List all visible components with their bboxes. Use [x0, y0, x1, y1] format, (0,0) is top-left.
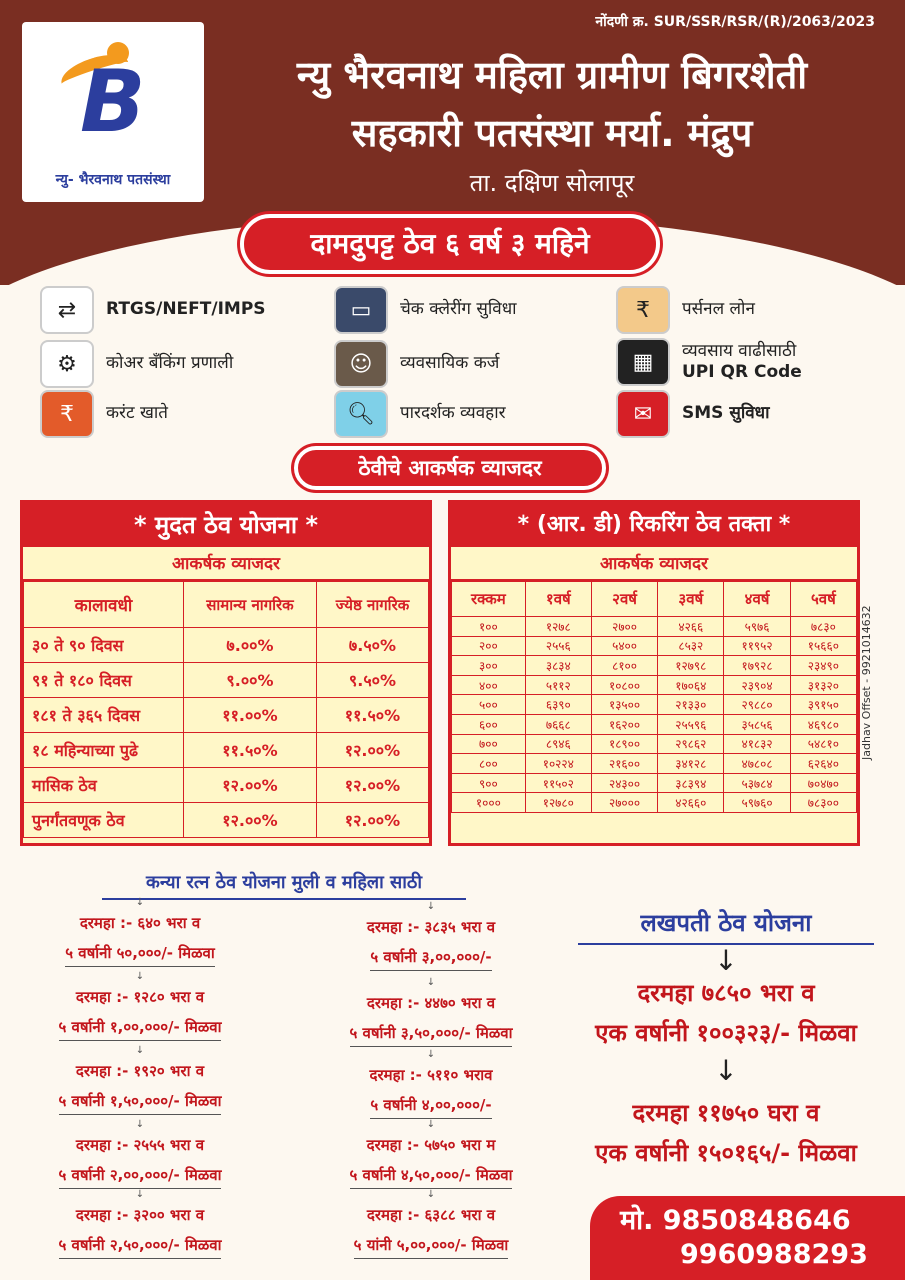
phone-number-1[interactable]: मो. 9850848646	[620, 1205, 851, 1236]
cheque-icon: ▭	[334, 286, 388, 334]
registration-number: नोंदणी क्र. SUR/SSR/RSR/(R)/2063/2023	[595, 14, 875, 30]
qr-code-icon: ▦	[616, 338, 670, 386]
current-account-icon: ₹	[40, 390, 94, 438]
core-banking-icon: ⚙	[40, 340, 94, 388]
down-arrow-icon: ↓	[714, 944, 738, 977]
table-row: ७०० ८९४६ १८९०० २९८६२ ४१८३२ ५४८१०	[452, 734, 857, 754]
fixed-deposit-title: * मुदत ठेव योजना *	[23, 503, 429, 547]
kanya-plan-item: ↓ दरमहा :- ४४७० भरा व ५ वर्षानी ३,५०,०००/- मिळवा	[306, 978, 556, 1048]
recurring-deposit-table	[451, 581, 857, 813]
table-header-row	[24, 582, 429, 628]
transfer-icon: ⇄	[40, 286, 94, 334]
column-header: रक्कम	[452, 582, 526, 617]
table-row: २०० २५५६ ५४०० ८५३२ ११९५२ १५६६०	[452, 636, 857, 656]
contact-box	[590, 1196, 905, 1280]
down-arrow-icon: ↓	[135, 1119, 145, 1130]
org-title-line2: सहकारी पतसंस्था मर्या. मंद्रुप	[351, 111, 753, 155]
service-current-account: ₹ करंट खाते	[40, 390, 168, 438]
fixed-deposit-table	[23, 581, 429, 838]
recurring-deposit-panel	[448, 500, 860, 846]
sms-icon: ✉	[616, 390, 670, 438]
table-row: ३०० ३८३४ ८१०० १२७९८ १७९२८ २३४९०	[452, 656, 857, 676]
lakhpati-line3: दरमहा ११७५० घरा व	[632, 1099, 820, 1127]
org-title-line1: न्यु भैरवनाथ महिला ग्रामीण बिगरशेती	[296, 53, 808, 97]
table-row: ९०० ११५०२ २४३०० ३८३९४ ५३७८४ ७०४७०	[452, 773, 857, 793]
logo-letter-icon: B	[80, 52, 146, 152]
upi-label-line1: व्यवसाय वाढीसाठी	[682, 340, 797, 361]
down-arrow-icon: ↓	[426, 977, 436, 988]
kanya-plan-item: ↓ दरमहा :- २५५५ भरा व ५ वर्षानी २,००,०००/- मिळवा	[20, 1120, 260, 1190]
kanya-plan-item: ↓ दरमहा :- ३८३५ भरा व ५ वर्षानी ३,००,०००/-	[306, 902, 556, 972]
org-location: ता. दक्षिण सोलापूर	[469, 169, 635, 197]
magnifier-icon: 🔍︎	[334, 390, 388, 438]
printer-credit: Jadhav Offset - 9921014632	[860, 605, 873, 760]
down-arrow-icon: ↓	[714, 1054, 738, 1087]
lakhpati-line1: दरमहा ७८५० भरा व	[637, 979, 815, 1007]
lakhpati-line2: एक वर्षानी १००३२३/- मिळवा	[595, 1019, 857, 1047]
recurring-deposit-subtitle: आकर्षक व्याजदर	[451, 547, 857, 581]
service-sms: ✉ SMS सुविधा	[616, 390, 770, 438]
down-arrow-icon: ↓	[135, 1189, 145, 1200]
service-core-banking: ⚙ कोअर बँकिंग प्रणाली	[40, 340, 233, 388]
table-row: मासिक ठेव १२.००% १२.००%	[24, 768, 429, 803]
column-header: ज्येष्ठ नागरिक	[316, 582, 428, 628]
table-row: १८१ ते ३६५ दिवस ११.००% ११.५०%	[24, 698, 429, 733]
kanya-plan-item: ↓ दरमहा :- १९२० भरा व ५ वर्षानी १,५०,०००/- मिळवा	[20, 1046, 260, 1116]
column-header: १वर्ष	[525, 582, 591, 617]
logo	[22, 22, 204, 202]
table-row: ४०० ५११२ १०८०० १७०६४ २३९०४ ३१३२०	[452, 675, 857, 695]
service-cheque: ▭ चेक क्लेरींग सुविधा	[334, 286, 517, 334]
down-arrow-icon: ↓	[135, 1045, 145, 1056]
fixed-deposit-panel	[20, 500, 432, 846]
column-header: २वर्ष	[591, 582, 657, 617]
kanya-plan-item: ↓ दरमहा :- १२८० भरा व ५ वर्षानी १,००,०००/- मिळवा	[20, 972, 260, 1042]
table-row: ३० ते ९० दिवस ७.००% ७.५०%	[24, 628, 429, 663]
table-row: १०० १२७८ २७०० ४२६६ ५९७६ ७८३०	[452, 617, 857, 637]
table-row: १००० १२७८० २७००० ४२६६० ५९७६० ७८३००	[452, 793, 857, 813]
phone-number-2[interactable]: 9960988293	[680, 1239, 868, 1270]
table-row: ६०० ७६६८ १६२०० २५५९६ ३५८५६ ४६९८०	[452, 714, 857, 734]
kanya-plan-item: ↓ दरमहा :- ५७५० भरा म ५ वर्षानी ४,५०,०००/- मिळवा	[306, 1120, 556, 1190]
logo-text: न्यु- भैरवनाथ पतसंस्था	[55, 172, 171, 188]
service-personal-loan: ₹ पर्सनल लोन	[616, 286, 755, 334]
column-header: ५वर्ष	[790, 582, 856, 617]
kanya-ratna-title: कन्या रत्न ठेव योजना मुली व महिला साठी	[102, 870, 466, 900]
service-business-loan: ☺ व्यवसायिक कर्ज	[334, 340, 499, 388]
column-header: कालावधी	[24, 582, 184, 628]
table-row: पुनर्गंतवणूक ठेव १२.००% १२.००%	[24, 803, 429, 838]
down-arrow-icon: ↓	[426, 901, 436, 912]
doubling-deposit-banner: दामदुपट्ट ठेव ६ वर्ष ३ महिने	[240, 214, 660, 274]
down-arrow-icon: ↓	[135, 971, 145, 982]
table-row: १८ महिन्याच्या पुढे ११.५०% १२.००%	[24, 733, 429, 768]
kanya-plan-item: ↓ दरमहा :- ३२०० भरा व ५ वर्षानी २,५०,०००/- मिळवा	[20, 1190, 260, 1260]
down-arrow-icon: ↓	[426, 1189, 436, 1200]
column-header: ३वर्ष	[658, 582, 724, 617]
table-row: ८०० १०२२४ २१६०० ३४१२८ ४७८०८ ६२६४०	[452, 754, 857, 774]
attractive-rates-banner: ठेवीचे आकर्षक व्याजदर	[294, 446, 606, 490]
table-row: ९१ ते १८० दिवस ९.००% ९.५०%	[24, 663, 429, 698]
kanya-plan-item: ↓ दरमहा :- ५११० भराव ५ वर्षानी ४,००,०००/-	[306, 1050, 556, 1120]
table-row: ५०० ६३९० १३५०० २१३३० २९८८० ३९१५०	[452, 695, 857, 715]
upi-label-line2: UPI QR Code	[682, 362, 802, 382]
table-header-row	[452, 582, 857, 617]
fixed-deposit-subtitle: आकर्षक व्याजदर	[23, 547, 429, 581]
column-header: सामान्य नागरिक	[184, 582, 317, 628]
down-arrow-icon: ↓	[426, 1049, 436, 1060]
money-bag-icon: ₹	[616, 286, 670, 334]
service-upi	[616, 338, 802, 386]
recurring-deposit-title: * (आर. डी) रिकरिंग ठेव तक्ता *	[451, 503, 857, 547]
lakhpati-title: लखपती ठेव योजना	[578, 906, 874, 945]
down-arrow-icon: ↓	[135, 897, 145, 908]
lakhpati-line4: एक वर्षानी १५०१६५/- मिळवा	[595, 1139, 857, 1167]
service-transparent: 🔍︎ पारदर्शक व्यवहार	[334, 390, 506, 438]
business-person-icon: ☺	[334, 340, 388, 388]
column-header: ४वर्ष	[724, 582, 790, 617]
down-arrow-icon: ↓	[426, 1119, 436, 1130]
service-rtgs: ⇄ RTGS/NEFT/IMPS	[40, 286, 266, 334]
kanya-plan-item: ↓ दरमहा :- ६३८८ भरा व ५ यांनी ५,००,०००/- मिळवा	[306, 1190, 556, 1260]
kanya-plan-item: ↓ दरमहा :- ६४० भरा व ५ वर्षानी ५०,०००/- मिळवा	[20, 898, 260, 968]
